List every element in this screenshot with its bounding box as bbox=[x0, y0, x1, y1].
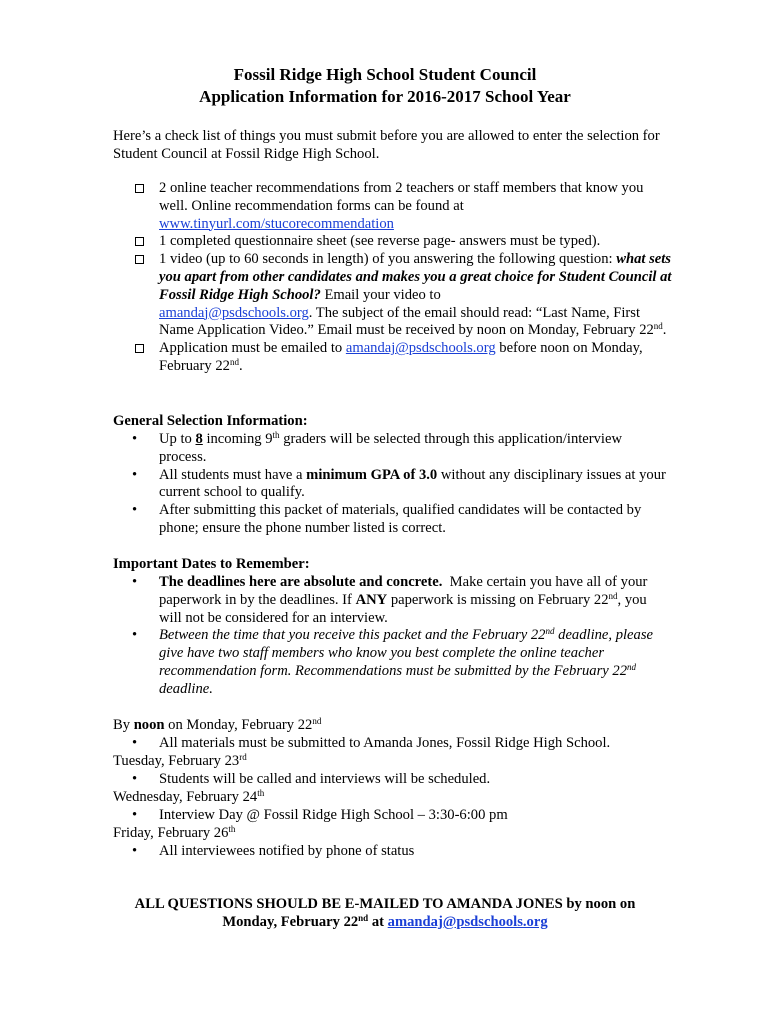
list-item-text: Students will be called and interviews will be scheduled. bbox=[159, 771, 491, 787]
checklist-item-text: 2 online teacher recommendations from 2 teachers or staff members that know you well. Online recommendation forms can be found at bbox=[159, 180, 644, 214]
gpa-requirement: minimum GPA of 3.0 bbox=[306, 466, 438, 483]
list-item bbox=[113, 467, 673, 503]
bullet-icon: • bbox=[132, 771, 138, 787]
list-item-text: without any disciplinary issues at your current school to qualify. bbox=[159, 466, 666, 501]
noon-emphasis: noon bbox=[133, 717, 165, 733]
page-subtitle: Application Information for 2016-2017 School Year bbox=[199, 87, 571, 106]
schedule-item bbox=[113, 771, 673, 789]
ordinal-suffix: nd bbox=[358, 913, 369, 923]
footer-text: at bbox=[371, 914, 385, 930]
list-item bbox=[113, 735, 673, 753]
general-selection-heading: General Selection Information: bbox=[113, 413, 308, 429]
bullet-icon: • bbox=[132, 466, 138, 483]
list-item-text: deadline, please give have two staff members who know you best complete the online teacher recommendation form. Recommendations must be submitted by the February 22 bbox=[159, 627, 653, 679]
checklist-item-text: . The subject of the email should read: “Last Name, First Name Application Video.” Email must be received by noon on Monday, February 22 bbox=[159, 304, 654, 339]
checkbox-icon[interactable] bbox=[135, 344, 144, 353]
list-item-text: Between the time that you receive this packet and the February 22 bbox=[159, 627, 546, 644]
date-text: Friday, February 26 bbox=[113, 825, 229, 841]
checkbox-icon[interactable] bbox=[135, 237, 144, 246]
recommendation-link[interactable]: www.tinyurl.com/stucorecommendation bbox=[159, 215, 394, 232]
footer-email-link[interactable]: amandaj@psdschools.org bbox=[387, 914, 548, 930]
email-link[interactable]: amandaj@psdschools.org bbox=[159, 304, 309, 321]
page-title: Fossil Ridge High School Student Council bbox=[233, 65, 537, 84]
punctuation: . bbox=[662, 322, 667, 339]
punctuation: . bbox=[238, 357, 243, 374]
schedule-item bbox=[113, 807, 673, 825]
general-selection-list bbox=[113, 431, 673, 538]
schedule-date bbox=[113, 789, 264, 807]
checklist bbox=[113, 180, 673, 376]
list-item bbox=[113, 431, 673, 467]
list-item bbox=[113, 627, 673, 698]
checklist-item-text: Email your video to bbox=[324, 286, 441, 303]
ordinal-suffix: nd bbox=[627, 661, 636, 672]
footer-line: ALL QUESTIONS SHOULD BE E-MAILED TO AMANDA JONES by noon on bbox=[134, 896, 636, 912]
important-dates-heading: Important Dates to Remember: bbox=[113, 556, 310, 572]
footer-text: Monday, February 22 bbox=[222, 914, 359, 930]
schedule-date bbox=[113, 753, 247, 771]
ordinal-suffix: th bbox=[228, 824, 236, 834]
ordinal-suffix: nd bbox=[653, 321, 663, 332]
list-item-text: deadline. bbox=[159, 680, 213, 697]
list-item bbox=[113, 843, 673, 861]
checklist-item-text: Application must be emailed to bbox=[159, 340, 343, 357]
list-item-text: After submitting this packet of materials, qualified candidates will be contacted by phone; ensure the phone number listed is correct. bbox=[159, 502, 642, 536]
list-item-text: incoming 9 bbox=[206, 431, 273, 447]
checklist-item bbox=[113, 233, 673, 251]
ordinal-suffix: nd bbox=[229, 356, 239, 367]
checklist-item bbox=[113, 251, 673, 340]
list-item bbox=[113, 771, 673, 789]
list-item-text: All interviewees notified by phone of status bbox=[159, 843, 415, 859]
schedule-item bbox=[113, 735, 673, 753]
ordinal-suffix: nd bbox=[545, 626, 555, 637]
checkbox-icon[interactable] bbox=[135, 184, 144, 193]
list-item-text: paperwork is missing on February 22 bbox=[390, 591, 609, 608]
list-item bbox=[113, 574, 673, 627]
bullet-icon: • bbox=[132, 735, 138, 751]
list-item-text: All students must have a bbox=[159, 466, 303, 483]
bullet-icon: • bbox=[132, 502, 138, 519]
date-text: Wednesday, February 24 bbox=[113, 789, 258, 805]
date-text: on Monday, February 22 bbox=[168, 717, 313, 733]
checklist-item bbox=[113, 340, 673, 376]
date-text: Tuesday, February 23 bbox=[113, 753, 240, 769]
video-question: what sets you apart from other candidates and makes you a great choice for Student Council at Fossil Ridge High School? bbox=[159, 251, 672, 303]
intro-paragraph: Here’s a check list of things you must submit before you are allowed to enter the selection for Student Council at Fossil Ridge High School. bbox=[113, 128, 660, 162]
list-item bbox=[113, 807, 673, 825]
email-link[interactable]: amandaj@psdschools.org bbox=[345, 340, 496, 357]
ordinal-suffix: th bbox=[257, 788, 265, 798]
emphasis-any: ANY bbox=[355, 591, 388, 608]
checklist-item-text: before noon on Monday, February 22 bbox=[159, 340, 643, 374]
list-item-text: , you will not be considered for an interview. bbox=[159, 591, 647, 626]
ordinal-suffix: th bbox=[272, 430, 280, 440]
schedule-item bbox=[113, 843, 673, 861]
footer-line bbox=[0, 914, 770, 932]
ordinal-suffix: nd bbox=[608, 590, 618, 601]
list-item-text: graders will be selected through this application/interview process. bbox=[159, 431, 623, 465]
grader-count: 8 bbox=[195, 431, 203, 447]
deadline-notice: The deadlines here are absolute and concrete. bbox=[159, 574, 443, 590]
ordinal-suffix: nd bbox=[312, 716, 322, 726]
bullet-icon: • bbox=[132, 807, 138, 823]
list-item bbox=[113, 502, 673, 538]
checklist-item bbox=[113, 180, 673, 233]
bullet-icon: • bbox=[132, 574, 138, 590]
list-item-text: Interview Day @ Fossil Ridge High School – 3:30-6:00 pm bbox=[159, 807, 508, 823]
important-dates-list bbox=[113, 574, 673, 699]
list-item-text: Make certain you have all of your paperwork in by the deadlines. If bbox=[159, 574, 648, 608]
checkbox-icon[interactable] bbox=[135, 255, 144, 264]
bullet-icon: • bbox=[132, 627, 138, 644]
date-text: By bbox=[113, 717, 131, 733]
bullet-icon: • bbox=[132, 431, 138, 447]
checklist-item-text: 1 video (up to 60 seconds in length) of you answering the following question: bbox=[159, 251, 613, 268]
schedule-date bbox=[113, 717, 321, 735]
list-item-text: Up to bbox=[159, 431, 192, 447]
checklist-item-text: 1 completed questionnaire sheet (see reverse page- answers must be typed). bbox=[159, 233, 601, 250]
schedule-date bbox=[113, 825, 235, 843]
bullet-icon: • bbox=[132, 843, 138, 859]
list-item-text: All materials must be submitted to Amanda Jones, Fossil Ridge High School. bbox=[159, 735, 611, 751]
ordinal-suffix: rd bbox=[239, 752, 247, 762]
